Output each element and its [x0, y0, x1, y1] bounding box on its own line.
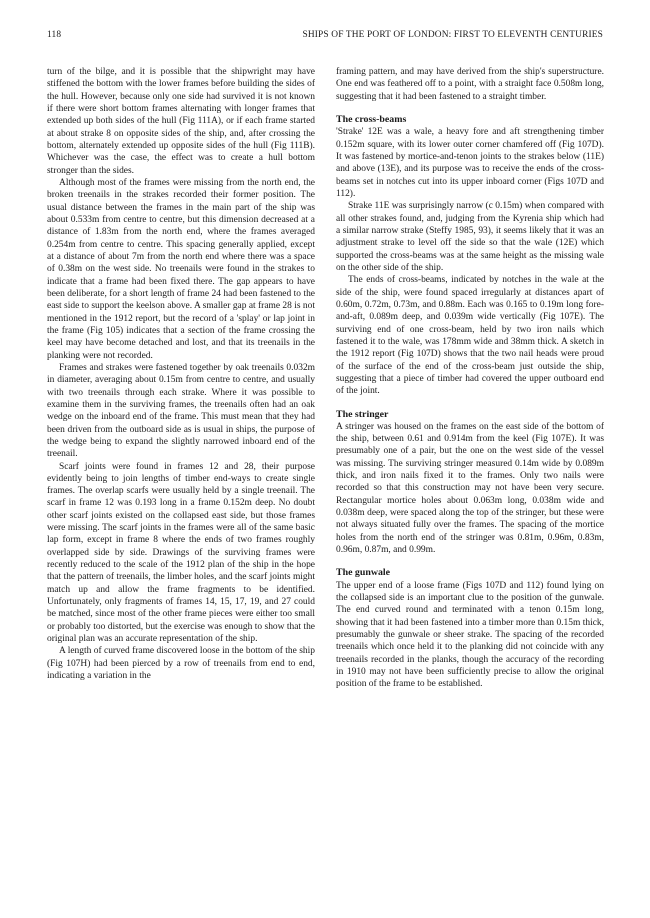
- paragraph: turn of the bilge, and it is possible that the shipwright may have stiffened the bottom with the lower frames before building the sides of the hull. However, because only one side had survived it is not known if there were short bottom frames alternating with longer frames that extended up both sides of the hull (Fig 111A), or if each frame started at about strake 8 on opposite sides of the ship, and, after crossing the bottom, alternately extended up opposite sides of the hull (Fig 111B). Whichever was the case, the effect was to create a hull bottom stronger than the sides.: [47, 67, 315, 176]
- running-title: SHIPS OF THE PORT OF LONDON: FIRST TO ELEVENTH CENTURIES: [302, 30, 603, 40]
- paragraph: Scarf joints were found in frames 12 and 28, their purpose evidently being to join lengths of timber end-ways to create single frames. The overlap scarfs were usually held by a single treenail. The scarf in frame 12 was 0.193 long in a frame 0.152m deep. No doubt other scarf joints existed on the collapsed east side, but those frames were missing. The scarf joints in the frames were all of the same basic lap form, except in frame 8 where the ends of two frames roughly overlapped side by side. Drawings of the surviving frames were recently reduced to the scale of the 1912 plan of the ship in the hope that the pattern of treenails, the limber holes, and the scarf joints might match up and allow the frame fragments to be identified. Unfortunately, only fragments of frames 14, 15, 17, 19, and 27 could be matched, since most of the other frame pieces were either too small or probably too distorted, but the exercise was enough to show that the original plan was an accurate representation of the ship.: [47, 461, 315, 645]
- paragraph: A stringer was housed on the frames on the east side of the bottom of the ship, between 0.61 and 0.914m from the keel (Fig 107E). It was presumably one of a pair, but the one on the west side of the vessel was missing. The surviving stringer measured 0.14m wide by 0.089m thick, and iron nails fixed it to the frames. Only two nails were recorded so that this construction may not have been very secure. Rectangular mortice holes about 0.063m long, 0.038m wide and 0.038m deep, were spaced along the top of the stringer, but these were not always situated fully over the frames. The spacing of the mortice holes from the north end of the stringer was 0.81m, 0.96m, 0.83m, 0.96m, 0.87m, and 0.99m.: [336, 421, 604, 556]
- paragraph: The upper end of a loose frame (Figs 107D and 112) found lying on the collapsed side is an important clue to the position of the gunwale. The end curved round and terminated with a tenon 0.15m long, showing that it had been fastened into a timber more than 0.15m thick, presumably the gunwale or sheer strake. The spacing of the recorded treenails which once held it to the planking did not coincide with any treenails recorded in the planks, though the accuracy of the recording in 1910 may not have been sufficiently precise to allow the original position of the frame to be established.: [336, 580, 604, 690]
- paragraph: A length of curved frame discovered loose in the bottom of the ship (Fig 107H) had been pierced by a row of treenails from end to end, indicating a variation in the: [47, 646, 315, 682]
- section-heading: The cross-beams: [336, 113, 407, 125]
- section-heading: The stringer: [336, 408, 389, 420]
- paragraph: Although most of the frames were missing from the north end, the broken treenails in the strakes recorded their former position. The usual distance between the frames in the main part of the ship was about 0.533m from centre to centre, but this dimension decreased at a distance of 1.83m from the north end, where the frames averaged 0.254m from centre to centre. This spacing generally applied, except at a distance of about 7m from the north end where there was a space of 0.38m on the west side. No treenails were found in the strakes to indicate that a frame had been fixed there. The gap appears to have been deliberate, for a short length of frame 24 had been fastened to the east side to support the keelson above. A smaller gap at frame 28 is not mentioned in the 1912 report, but the record of a 'splay' or lap joint in the frame (Fig 105) indicates that a section of the frame crossing the keel may have become detached and lost, and that its treenails in the planking were not recorded.: [47, 177, 315, 361]
- section-heading: The gunwale: [336, 567, 391, 579]
- paragraph: Frames and strakes were fastened together by oak treenails 0.032m in diameter, averaging about 0.15m from centre to centre, and usually with two treenails through each strake. Where it was possible to examine them in the surviving frames, the treenails often had an oak wedge on the inboard end of the frame. This must mean that they had been driven from the outboard side as is usual in ships, the purpose of the wedge being to expand the slightly narrowed inboard end of the treenail.: [47, 362, 315, 460]
- paragraph: framing pattern, and may have derived from the ship's superstructure. One end was feathered off to a point, with a straight face 0.508m long, suggesting that it had been fastened to a straight timber.: [336, 67, 604, 102]
- paragraph: 'Strake' 12E was a wale, a heavy fore and aft strengthening timber 0.152m square, with its lower outer corner chamfered off (Fig 107D). It was fastened by mortice-and-tenon joints to the strakes below (11E) and above (13E), and its purpose was to receive the ends of the cross-beams set in notches cut into its upper inboard corner (Figs 107D and 112).: [336, 127, 604, 199]
- page-number: 118: [47, 30, 62, 40]
- running-header: [47, 30, 603, 46]
- paragraph: Strake 11E was surprisingly narrow (c 0.15m) when compared with all other strakes found, and, judging from the Kyrenia ship which had a similar narrow strake (Steffy 1985, 93), it seems likely that it was an adjustment strake to level off the side so that the wale (12E) which supported the cross-beams was at the same height as the missing wale on the other side of the ship.: [336, 201, 604, 273]
- paragraph: The ends of cross-beams, indicated by notches in the wale at the side of the ship, were found spaced irregularly at distances apart of 0.60m, 0.72m, 0.73m, and 0.88m. Each was 0.165 to 0.19m long fore-and-aft, 0.089m deep, and 0.039m wide vertically (Fig 107E). The surviving end of one cross-beam, held by two iron nails which fastened it to the wale, was 178mm wide and 38mm thick. A sketch in the 1912 report (Fig 107D) shows that the two nail heads were proud of the surface of the end of the cross-beam just outside the ship, suggesting that a piece of timber had covered the upper outboard end of the joint.: [336, 275, 604, 397]
- left-column: [47, 66, 315, 886]
- right-column: [336, 66, 604, 886]
